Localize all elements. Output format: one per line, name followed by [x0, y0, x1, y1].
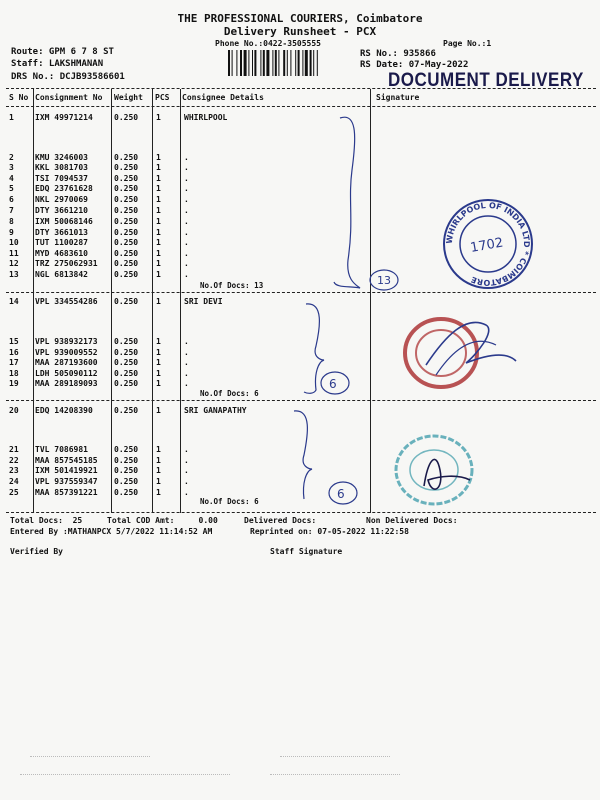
sri-devi-stamp: [396, 305, 526, 397]
cell-pcs: 1: [156, 113, 161, 122]
cell-pcs: 1: [156, 153, 161, 162]
cell-dot: .: [184, 456, 189, 465]
cell-pcs: 1: [156, 249, 161, 258]
cell-weight: 0.250: [114, 488, 139, 497]
cell-pcs: 1: [156, 466, 161, 475]
drs-number: DRS No.: DCJB93586601: [11, 72, 125, 82]
table-row: [0, 163, 600, 173]
cell-pcs: 1: [156, 238, 161, 247]
cell-sno: 1: [9, 113, 14, 122]
barcode: [228, 50, 346, 76]
cell-sno: 12: [9, 259, 19, 268]
rs-number: RS No.: 935866: [360, 49, 436, 59]
cell-consignment: IXM 50068146: [35, 217, 93, 226]
cell-pcs: 1: [156, 358, 161, 367]
delivered-docs: Delivered Docs:: [244, 516, 317, 525]
cell-sno: 19: [9, 379, 19, 388]
route: Route: GPM 6 7 8 ST: [11, 47, 114, 57]
handwritten-count-3: [326, 480, 360, 506]
cell-consignment: KMU 3246003: [35, 153, 88, 162]
whirlpool-handwritten-number: 1702: [469, 235, 505, 256]
cell-weight: 0.250: [114, 163, 139, 172]
cell-weight: 0.250: [114, 358, 139, 367]
cell-dot: .: [184, 477, 189, 486]
cell-sno: 18: [9, 369, 19, 378]
cell-dot: .: [184, 249, 189, 258]
cell-pcs: 1: [156, 163, 161, 172]
cell-consignment: MAA 857391221: [35, 488, 98, 497]
cell-weight: 0.250: [114, 369, 139, 378]
col-consignment: Consignment No: [35, 93, 103, 102]
cell-dot: .: [184, 206, 189, 215]
cell-weight: 0.250: [114, 297, 139, 306]
cell-sno: 8: [9, 217, 14, 226]
cell-pcs: 1: [156, 456, 161, 465]
total-docs: Total Docs: 25: [10, 516, 83, 525]
cell-dot: .: [184, 184, 189, 193]
col-signature: Signature: [376, 93, 420, 102]
cell-weight: 0.250: [114, 259, 139, 268]
header-rule-bottom: [6, 106, 596, 107]
cell-dot: .: [184, 153, 189, 162]
cell-dot: .: [184, 466, 189, 475]
cell-sno: 4: [9, 174, 14, 183]
cell-weight: 0.250: [114, 477, 139, 486]
handwritten-brace-3: [288, 405, 328, 505]
cell-dot: .: [184, 259, 189, 268]
entered-by: Entered By :MATHANPCX 5/7/2022 11:14:52 AM: [10, 527, 213, 536]
handwritten-count-text: 6: [329, 377, 337, 391]
table-row: [0, 153, 600, 163]
cell-consignment: DTY 3661210: [35, 206, 88, 215]
cell-dot: .: [184, 238, 189, 247]
cell-dot: .: [184, 379, 189, 388]
cell-consignment: EDQ 23761628: [35, 184, 93, 193]
cell-consignment: MAA 857545185: [35, 456, 98, 465]
cell-pcs: 1: [156, 406, 161, 415]
cell-pcs: 1: [156, 488, 161, 497]
total-cod: Total COD Amt: 0.00: [107, 516, 218, 525]
cell-weight: 0.250: [114, 406, 139, 415]
cell-consignment: IXM 49971214: [35, 113, 93, 122]
cell-sno: 23: [9, 466, 19, 475]
handwritten-count-1: [368, 268, 402, 292]
cell-consignment: IXM 501419921: [35, 466, 98, 475]
cell-weight: 0.250: [114, 445, 139, 454]
cell-consignment: TSI 7094537: [35, 174, 88, 183]
cell-weight: 0.250: [114, 113, 139, 122]
whirlpool-stamp-text: WHIRLPOOL OF INDIA LTD * COIMBATORE: [444, 200, 532, 288]
cell-dot: .: [184, 174, 189, 183]
col-sno: S No: [9, 93, 29, 102]
cell-weight: 0.250: [114, 379, 139, 388]
bleed-through-mark: [20, 774, 230, 781]
cell-weight: 0.250: [114, 270, 139, 279]
runsheet-title: Delivery Runsheet - PCX: [223, 25, 377, 38]
whirlpool-stamp: [440, 196, 536, 292]
table-row: [0, 184, 600, 194]
consignee-name: SRI GANAPATHY: [184, 406, 247, 415]
staff-name: Staff: LAKSHMANAN: [11, 59, 104, 69]
cell-pcs: 1: [156, 369, 161, 378]
cell-weight: 0.250: [114, 195, 139, 204]
cell-consignment: TUT 1100287: [35, 238, 88, 247]
cell-dot: .: [184, 195, 189, 204]
col-consignee: Consignee Details: [182, 93, 264, 102]
cell-pcs: 1: [156, 348, 161, 357]
group-separator: [6, 400, 596, 401]
table-row: [0, 174, 600, 184]
bleed-through-mark: [280, 756, 390, 763]
cell-dot: .: [184, 358, 189, 367]
cell-pcs: 1: [156, 184, 161, 193]
cell-pcs: 1: [156, 195, 161, 204]
table-bottom-rule: [6, 512, 596, 513]
cell-pcs: 1: [156, 297, 161, 306]
cell-consignment: MAA 287193600: [35, 358, 98, 367]
cell-dot: .: [184, 270, 189, 279]
cell-sno: 14: [9, 297, 19, 306]
staff-signature: Staff Signature: [270, 547, 343, 556]
table-row: [0, 113, 600, 123]
cell-dot: .: [184, 228, 189, 237]
cell-pcs: 1: [156, 174, 161, 183]
sri-ganapathy-stamp: [388, 430, 488, 510]
cell-consignment: MYD 4683610: [35, 249, 88, 258]
cell-sno: 3: [9, 163, 14, 172]
cell-weight: 0.250: [114, 206, 139, 215]
cell-consignment: VPL 939009552: [35, 348, 98, 357]
cell-weight: 0.250: [114, 153, 139, 162]
company-title: THE PROFESSIONAL COURIERS, Coimbatore: [177, 12, 423, 25]
doc-count: No.Of Docs: 6: [200, 497, 259, 506]
cell-consignment: VPL 334554286: [35, 297, 98, 306]
col-weight: Weight: [114, 93, 143, 102]
cell-sno: 2: [9, 153, 14, 162]
verified-by: Verified By: [10, 547, 63, 556]
document-delivery-stamp-title: DOCUMENT DELIVERY: [388, 68, 584, 91]
cell-weight: 0.250: [114, 348, 139, 357]
cell-sno: 5: [9, 184, 14, 193]
cell-dot: .: [184, 445, 189, 454]
cell-sno: 10: [9, 238, 19, 247]
cell-weight: 0.250: [114, 238, 139, 247]
cell-weight: 0.250: [114, 174, 139, 183]
rs-date: RS Date: 07-May-2022: [360, 60, 469, 70]
cell-sno: 25: [9, 488, 19, 497]
phone-number: Phone No.:0422-3505555: [215, 39, 321, 48]
cell-dot: .: [184, 488, 189, 497]
cell-consignment: VPL 938932173: [35, 337, 98, 346]
cell-sno: 22: [9, 456, 19, 465]
cell-pcs: 1: [156, 206, 161, 215]
cell-sno: 16: [9, 348, 19, 357]
cell-consignment: VPL 937559347: [35, 477, 98, 486]
consignee-name: WHIRLPOOL: [184, 113, 228, 122]
cell-dot: .: [184, 337, 189, 346]
reprinted-on: Reprinted on: 07-05-2022 11:22:58: [250, 527, 409, 536]
cell-pcs: 1: [156, 445, 161, 454]
cell-weight: 0.250: [114, 217, 139, 226]
doc-count: No.Of Docs: 13: [200, 281, 264, 290]
cell-sno: 15: [9, 337, 19, 346]
cell-sno: 7: [9, 206, 14, 215]
cell-sno: 6: [9, 195, 14, 204]
cell-weight: 0.250: [114, 456, 139, 465]
cell-pcs: 1: [156, 217, 161, 226]
cell-consignment: KKL 3081703: [35, 163, 88, 172]
cell-consignment: NGL 6813842: [35, 270, 88, 279]
cell-consignment: NKL 2970069: [35, 195, 88, 204]
page-number: Page No.:1: [443, 39, 492, 48]
handwritten-count-2: [318, 370, 352, 396]
cell-consignment: TVL 7086981: [35, 445, 88, 454]
cell-consignment: MAA 289189093: [35, 379, 98, 388]
cell-sno: 21: [9, 445, 19, 454]
cell-pcs: 1: [156, 337, 161, 346]
doc-count: No.Of Docs: 6: [200, 389, 259, 398]
cell-dot: .: [184, 163, 189, 172]
cell-pcs: 1: [156, 477, 161, 486]
cell-sno: 20: [9, 406, 19, 415]
cell-pcs: 1: [156, 228, 161, 237]
cell-pcs: 1: [156, 379, 161, 388]
header-rule-top: [6, 88, 596, 89]
cell-pcs: 1: [156, 259, 161, 268]
cell-consignment: LDH 505090112: [35, 369, 98, 378]
cell-consignment: EDQ 14208390: [35, 406, 93, 415]
non-delivered-docs: Non Delivered Docs:: [366, 516, 458, 525]
cell-sno: 9: [9, 228, 14, 237]
cell-dot: .: [184, 217, 189, 226]
cell-pcs: 1: [156, 270, 161, 279]
cell-weight: 0.250: [114, 337, 139, 346]
cell-consignment: TRZ 275062931: [35, 259, 98, 268]
handwritten-count-text: 6: [337, 487, 345, 501]
cell-consignment: DTY 3661013: [35, 228, 88, 237]
cell-sno: 11: [9, 249, 19, 258]
cell-dot: .: [184, 369, 189, 378]
bleed-through-mark: [30, 756, 150, 763]
cell-weight: 0.250: [114, 249, 139, 258]
handwritten-count-text: 13: [377, 274, 391, 287]
cell-sno: 13: [9, 270, 19, 279]
consignee-name: SRI DEVI: [184, 297, 223, 306]
cell-sno: 24: [9, 477, 19, 486]
cell-weight: 0.250: [114, 228, 139, 237]
bleed-through-mark: [270, 774, 400, 781]
cell-weight: 0.250: [114, 466, 139, 475]
col-pcs: PCS: [155, 93, 170, 102]
cell-dot: .: [184, 348, 189, 357]
group-separator: [6, 292, 596, 293]
cell-sno: 17: [9, 358, 19, 367]
cell-weight: 0.250: [114, 184, 139, 193]
